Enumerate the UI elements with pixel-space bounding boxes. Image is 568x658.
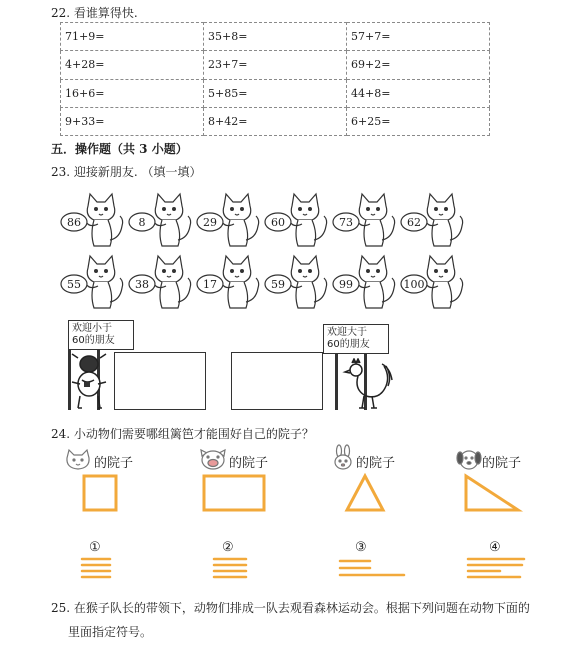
calc-row (61, 51, 490, 79)
cow-icon (64, 352, 114, 410)
calc-cell[interactable]: 6+25= (347, 107, 490, 135)
cat-with-number[interactable] (128, 252, 198, 314)
section-5-title: 五．操作题（共 3 小题） (51, 142, 188, 156)
yard-label-rabbit: 的院子 (356, 456, 396, 471)
calc-cell[interactable]: 71+9= (61, 23, 204, 51)
option-2-sticks[interactable] (214, 559, 246, 577)
answer-box-right[interactable] (231, 352, 323, 410)
option-4-sticks[interactable] (468, 559, 524, 577)
cat-number: 100 (403, 278, 425, 291)
option-4-label: ④ (489, 540, 501, 555)
yard-label-pig: 的院子 (229, 456, 269, 471)
question-23-title: 23. 迎接新朋友. （填一填） (51, 165, 202, 179)
square-yard (84, 476, 116, 510)
cat-number: 60 (271, 216, 285, 229)
cat-with-number[interactable] (400, 252, 470, 314)
calc-row (61, 23, 490, 51)
fence-sticks (60, 555, 540, 585)
cat-with-number[interactable] (400, 190, 470, 252)
left-sign (68, 320, 134, 350)
calc-cell[interactable]: 35+8= (204, 23, 347, 51)
cat-with-number[interactable] (196, 190, 266, 252)
calc-row (61, 107, 490, 135)
question-25-line1: 25. 在猴子队长的带领下，动物们排成一队去观看森林运动会。根据下列问题在动物下面的 (51, 601, 530, 615)
option-2-label: ② (222, 540, 234, 555)
cat-with-number[interactable] (264, 252, 334, 314)
calculation-table (60, 22, 490, 136)
rooster-icon (342, 358, 396, 410)
answer-box-left[interactable] (114, 352, 206, 410)
calc-cell[interactable]: 16+6= (61, 79, 204, 107)
cat-number: 73 (339, 216, 353, 229)
calc-cell[interactable]: 9+33= (61, 107, 204, 135)
cat-number: 8 (138, 216, 146, 229)
calc-cell[interactable]: 5+85= (204, 79, 347, 107)
yard-label-cat: 的院子 (94, 456, 134, 471)
right-sign-line2: 60的朋友 (327, 339, 370, 350)
cat-number: 17 (203, 278, 217, 291)
cat-number: 99 (339, 278, 353, 291)
calc-cell[interactable]: 57+7= (347, 23, 490, 51)
option-1-label: ① (89, 540, 101, 555)
cat-with-number[interactable] (60, 190, 130, 252)
right-sign-line1: 欢迎大于 (327, 327, 367, 338)
calc-cell[interactable]: 23+7= (204, 51, 347, 79)
left-sign-line2: 60的朋友 (72, 335, 115, 346)
cat-with-number[interactable] (196, 252, 266, 314)
calc-cell[interactable]: 4+28= (61, 51, 204, 79)
cat-with-number[interactable] (60, 252, 130, 314)
cat-number: 86 (67, 216, 81, 229)
cat-number: 62 (407, 216, 421, 229)
yard-label-dog: 的院子 (482, 456, 522, 471)
option-3-label: ③ (355, 540, 367, 555)
cat-number: 29 (203, 216, 217, 229)
cat-with-number[interactable] (332, 190, 402, 252)
cat-with-number[interactable] (264, 190, 334, 252)
right-triangle-yard (466, 476, 518, 510)
calc-cell[interactable]: 8+42= (204, 107, 347, 135)
question-22-title: 22. 看谁算得快. (51, 6, 138, 20)
dog-icon (455, 448, 483, 472)
calc-cell[interactable]: 69+2= (347, 51, 490, 79)
option-1-sticks[interactable] (82, 559, 110, 577)
cat-with-number[interactable] (332, 252, 402, 314)
calc-row (61, 79, 490, 107)
question-25-line2: 里面指定符号。 (68, 625, 153, 639)
cat-with-number[interactable] (128, 190, 198, 252)
cat-number: 59 (271, 278, 285, 291)
rectangle-yard (204, 476, 264, 510)
question-24-title: 24. 小动物们需要哪组篱笆才能围好自己的院子？ (51, 427, 314, 441)
calc-cell[interactable]: 44+8= (347, 79, 490, 107)
cat-number: 55 (67, 278, 81, 291)
triangle-yard (347, 476, 383, 510)
yard-shapes (60, 470, 540, 520)
option-3-sticks[interactable] (340, 561, 404, 575)
cat-icon (64, 448, 92, 472)
left-sign-line1: 欢迎小于 (72, 323, 112, 334)
cat-number: 38 (135, 278, 149, 291)
rabbit-icon (331, 444, 355, 472)
pig-icon (198, 448, 228, 472)
right-sign (323, 324, 389, 354)
